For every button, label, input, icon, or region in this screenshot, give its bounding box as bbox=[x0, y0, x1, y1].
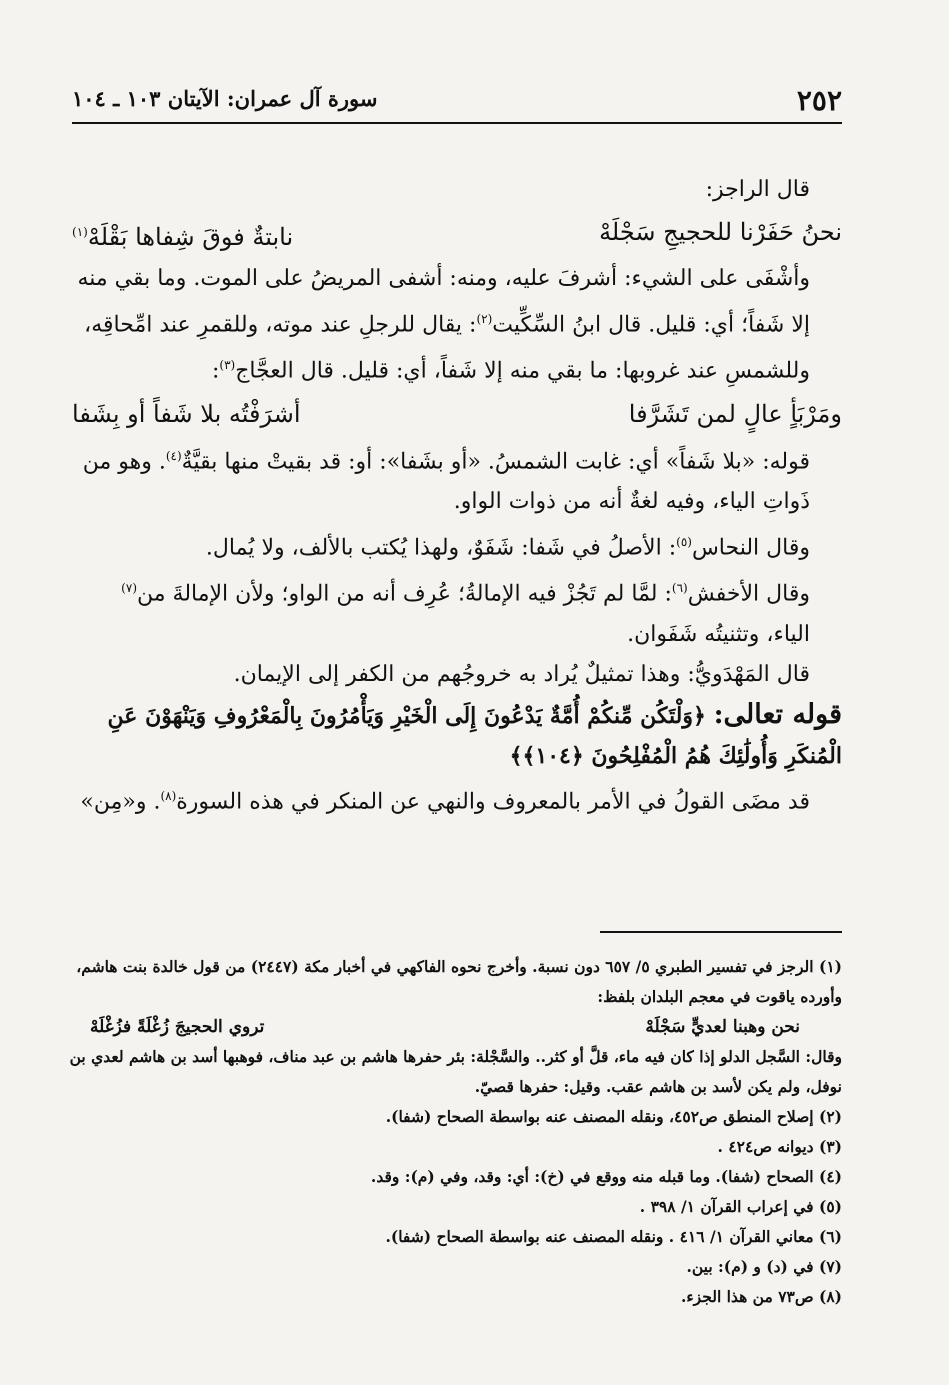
footnote-ref-6: (٦) bbox=[671, 581, 688, 596]
paragraph-akhfash: وقال الأخفش$^{(٦)}$: لمَّا لم تَجُزْ فيه الإمالةُ؛ عُرِف أنه من الواو؛ ولأن الإمالةَ من$^{(٧)}$ الياء، وتثنيتُه شَفَوان. bbox=[121, 581, 810, 647]
quran-text: ﴿وَلْتَكُن مِّنكُمْ أُمَّةٌ يَدْعُونَ إِلَى الْخَيْرِ وَيَأْمُرُونَ بِالْمَعْرُوفِ وَيَنْهَوْنَ عَنِ الْمُنكَرِ وَأُولَٰئِكَ هُمُ الْمُفْلِحُونَ ﴿١٠٤﴾﴾ bbox=[107, 702, 842, 769]
footnote-7: (٧) في (د) و (م): بين. bbox=[686, 1257, 842, 1276]
footnote-ref-8: (٨) bbox=[160, 788, 177, 803]
verse-1-second-hemistich: نابتةٌ فوقَ شِفاها بَقْلَهْ$^{(١)}$ bbox=[72, 223, 294, 251]
footnote-2: (٢) إصلاح المنطق ص٤٥٢، ونقله المصنف عنه بواسطة الصحاح (شفا). bbox=[385, 1107, 842, 1126]
quran-lead: قوله تعالى: bbox=[713, 698, 842, 730]
verse-2-first-hemistich: ومَرْبَأٍ عالٍ لمن تَشَرَّفا bbox=[628, 399, 842, 428]
running-title: سورة آل عمران: الآيتان ١٠٣ ـ ١٠٤ bbox=[72, 86, 378, 111]
footnote-divider bbox=[600, 931, 842, 933]
footnote-verse-second-hemistich: تروي الحجيجَ زُغْلَةً فزُغْلَهْ bbox=[90, 1017, 265, 1037]
footnote-6: (٦) معاني القرآن ١/ ٤١٦ . ونقله المصنف عنه بواسطة الصحاح (شفا). bbox=[385, 1227, 842, 1246]
footnote-ref-3: (٣) bbox=[219, 358, 236, 373]
verse-2-second-hemistich: أشرَفْتُه بلا شَفاً أو بِشَفا bbox=[72, 399, 301, 428]
footnote-1-continued: وقال: السَّجل الدلو إذا كان فيه ماء، قلَّ أو كثر.. والسَّجْلة: بئر حفرها هاشم بن عبد مناف، فوهبها أسد بن هاشم لعدي بن نوفل، ولم يكن لأسد بن هاشم عقب. وقيل: حفرها قصيّ. bbox=[69, 1047, 842, 1096]
footnote-ref-5: (٥) bbox=[676, 534, 692, 549]
paragraph-nahhas: وقال النحاس$^{(٥)}$: الأصلُ في شَفا: شَفَوٌ، ولهذا يُكتب بالألف، ولا يُمال. bbox=[205, 534, 810, 561]
poetry-verse-1 bbox=[72, 210, 842, 259]
verse-1-first-hemistich: نحنُ حَفَرْنا للحجيجِ سَجْلَهْ bbox=[599, 218, 842, 246]
footnote-ref-4: (٤) bbox=[165, 448, 182, 463]
main-text bbox=[72, 170, 842, 822]
poetry-verse-2 bbox=[72, 392, 842, 436]
footnote-verse-first-hemistich: نحن وهبنا لعديٍّ سَجْلَهْ bbox=[645, 1017, 800, 1037]
footnote-ref-2: (٢) bbox=[476, 312, 493, 326]
footnote-4: (٤) الصحاح (شفا). وما قبله منه ووقع في (خ): أي: وقد، وفي (م): وقد. bbox=[370, 1167, 842, 1186]
footnote-5: (٥) في إعراب القرآن ١/ ٣٩٨ . bbox=[639, 1197, 842, 1216]
footnotes bbox=[60, 952, 842, 1312]
paragraph-ishfa: وأشْفَى على الشيء: أشرفَ عليه، ومنه: أشفى المريضُ على الموت. وما بقي منه إلا شَفاً؛ أي: قليل. قال ابنُ السِّكِّيت$^{(٢)}$: يقال للرجلِ عند موته، وللقمرِ عند امِّحاقِه، وللشمسِ عند غروبها: ما بقي منه إلا شَفاً، أي: قليل. قال العجَّاج$^{(٣)}$: bbox=[77, 266, 810, 384]
paragraph-bila-shafa: قوله: «بلا شَفاً» أي: غابت الشمسُ. «أو بشَفا»: أو: قد بقيتْ منها بقيَّةٌ$^{(٤)}$. وهو من ذَواتِ الياء، وفيه لغةٌ أنه من ذوات الواو. bbox=[82, 448, 810, 514]
paragraph-mahdawi: قال المَهْدَويُّ: وهذا تمثيلٌ يُراد به خروجُهم من الكفر إلى الإيمان. bbox=[233, 661, 810, 687]
rajiz-intro: قال الراجز: bbox=[705, 177, 810, 202]
quran-verse bbox=[72, 695, 842, 776]
footnote-ref-1: (١) bbox=[72, 225, 88, 239]
paragraph-amr-bil-maruf: قد مضَى القولُ في الأمر بالمعروف والنهي عن المنكر في هذه السورة$^{(٨)}$. و«مِن» bbox=[80, 788, 810, 814]
page-header bbox=[72, 82, 842, 124]
footnote-8: (٨) ص٧٣ من هذا الجزء. bbox=[681, 1287, 842, 1306]
footnote-1: (١) الرجز في تفسير الطبري ٥/ ٦٥٧ دون نسبة. وأخرج نحوه الفاكهي في أخبار مكة (٢٤٤٧) من قول خالدة بنت هاشم، وأورده ياقوت في معجم البلدان بلفظ: bbox=[76, 957, 842, 1006]
footnote-3: (٣) ديوانه ص٤٢٤ . bbox=[717, 1137, 842, 1156]
footnote-ref-7: (٧) bbox=[121, 581, 137, 596]
footnote-1-verse bbox=[60, 1012, 842, 1042]
page-number: ٢٥٢ bbox=[796, 84, 842, 117]
